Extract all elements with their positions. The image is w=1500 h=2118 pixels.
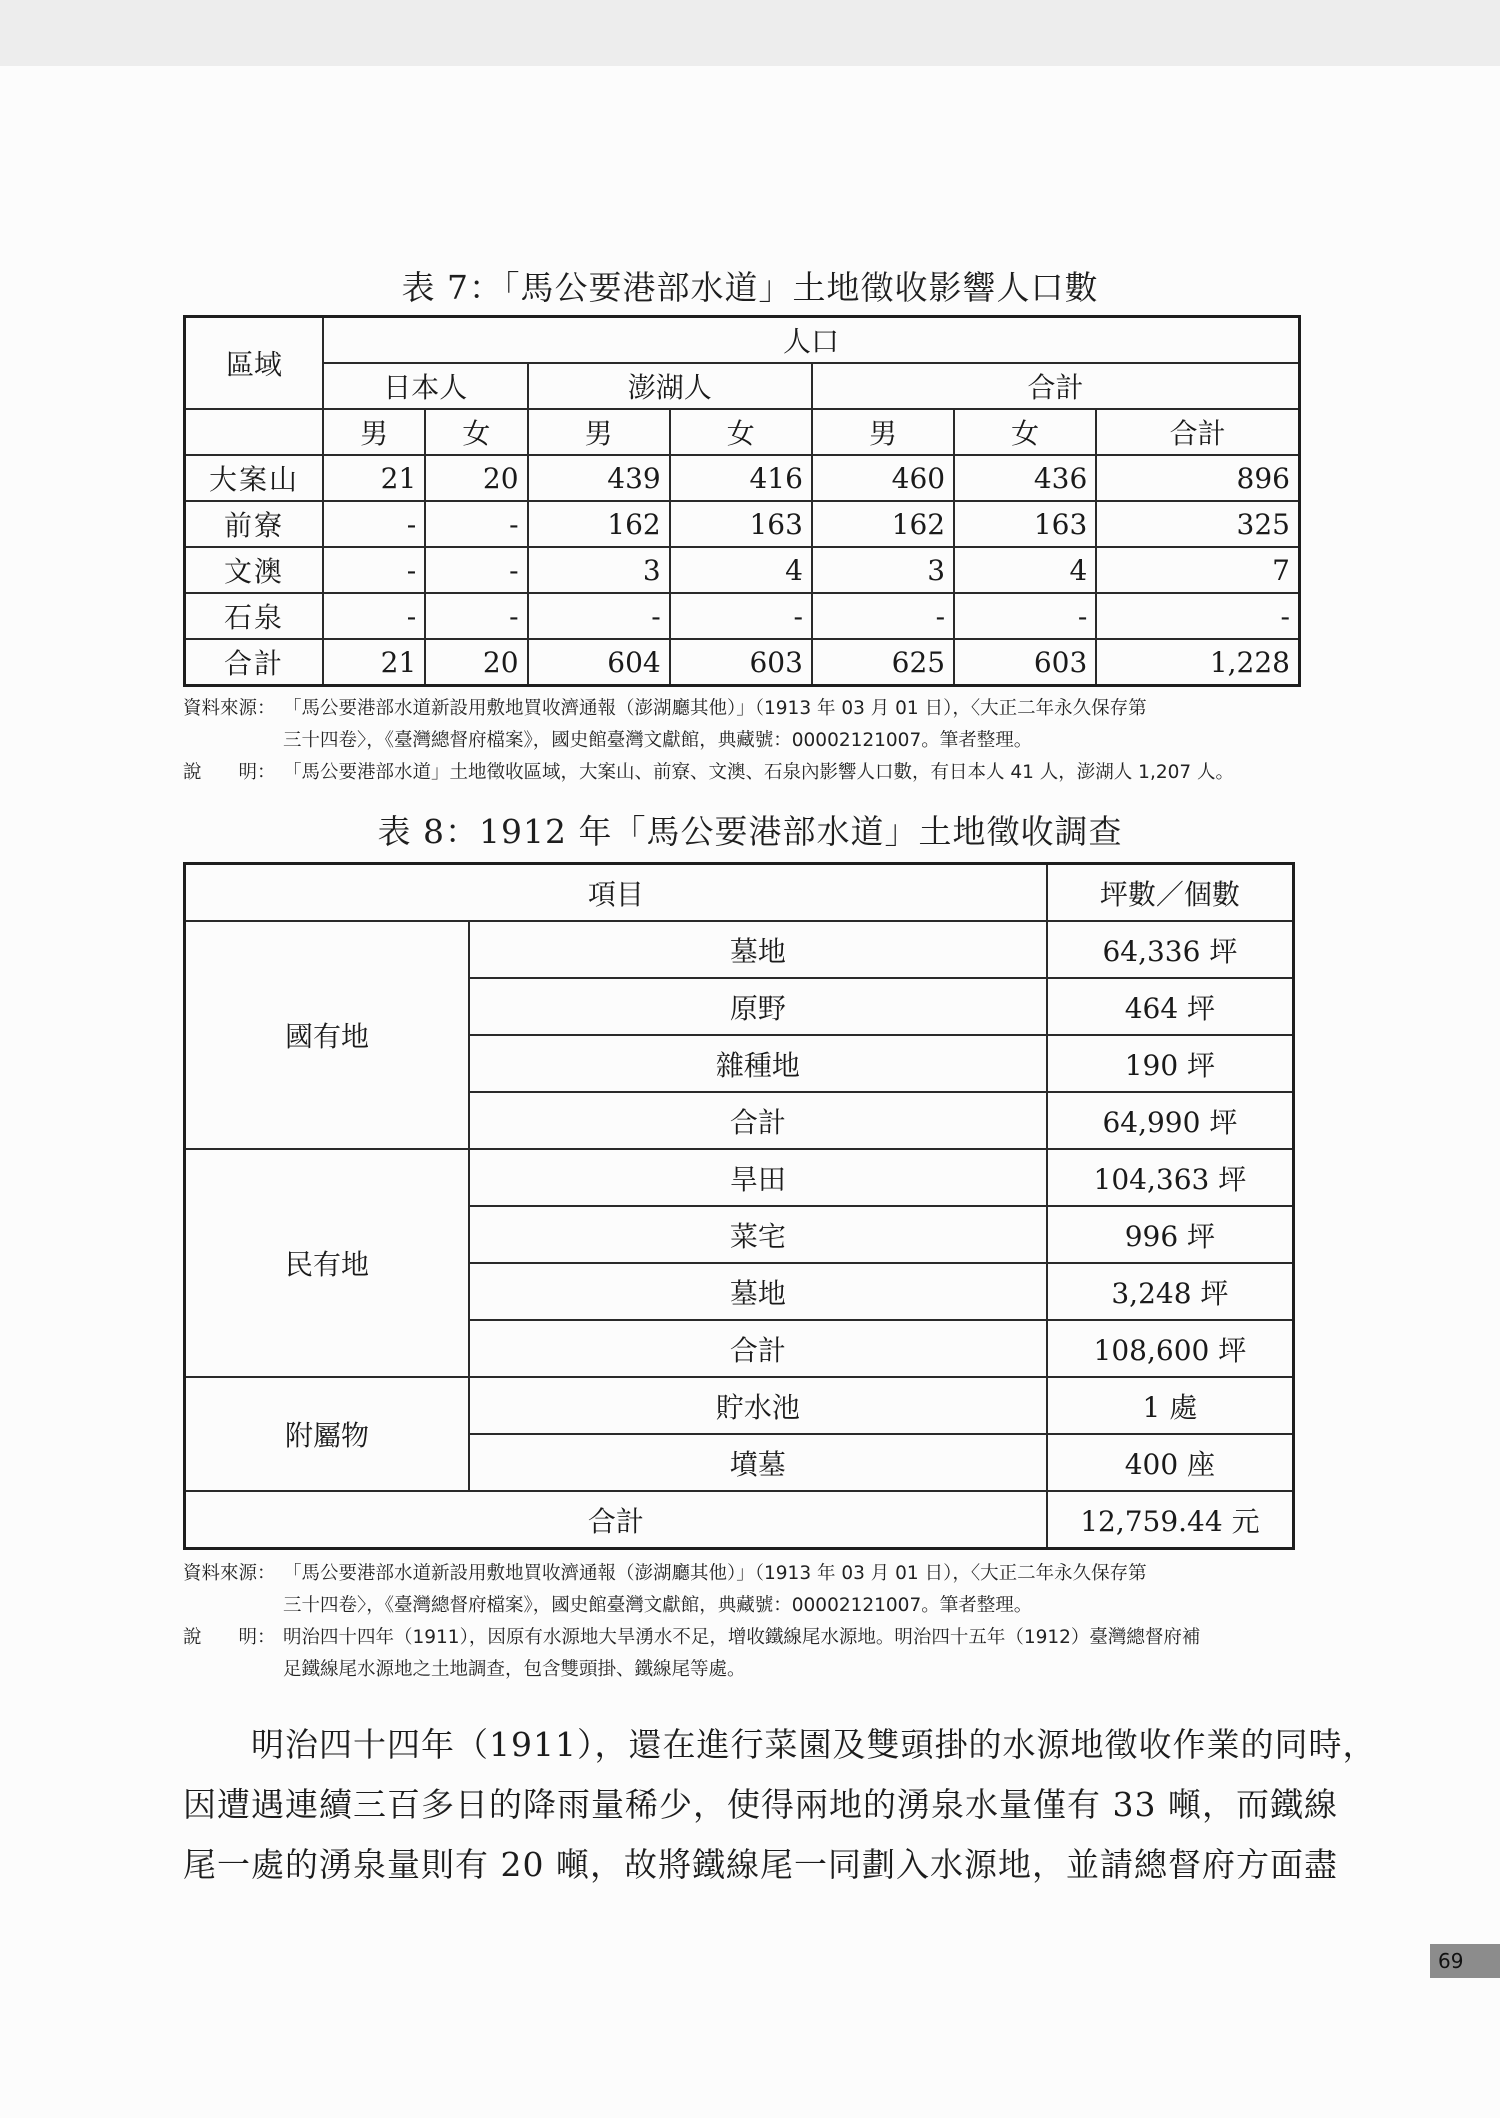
table-row: [185, 593, 1300, 639]
table7-subheader: 男: [528, 409, 670, 455]
table8-item: 原野: [469, 978, 1047, 1035]
table7-source-text: 「馬公要港部水道新設用敷地買收濟通報（澎湖廳其他）」（1913 年 03 月 01 日），〈大正二年永久保存第: [283, 698, 1147, 719]
table7-header-group-japanese: 日本人: [323, 363, 528, 409]
table7-cell: 625: [812, 639, 954, 686]
table7-row-label: 前寮: [185, 501, 324, 547]
table8-item: 貯水池: [469, 1377, 1047, 1434]
table7-header-row-2: [185, 363, 1300, 409]
body-paragraph: [183, 1715, 1377, 1895]
table7-cell: -: [323, 593, 425, 639]
table7-cell: 3: [812, 547, 954, 593]
table7-explain-text: 「馬公要港部水道」土地徵收區域，大案山、前寮、文澳、石泉內影響人口數，有日本人 41 人，澎湖人 1,207 人。: [283, 762, 1235, 783]
table7-header-region: 區域: [185, 317, 324, 410]
table8-value: 64,336 坪: [1047, 921, 1294, 978]
table7-subheader: 男: [812, 409, 954, 455]
table7-cell: -: [425, 501, 527, 547]
table-row: [185, 1377, 1294, 1434]
table7-cell: 603: [954, 639, 1096, 686]
table8-value: 1 處: [1047, 1377, 1294, 1434]
table8-source-label: 資料來源：: [183, 1563, 276, 1584]
table7-source-line: [183, 725, 1303, 757]
page-number: 69: [1430, 1944, 1500, 1978]
table7-cell: 436: [954, 455, 1096, 501]
table8-value: 104,363 坪: [1047, 1149, 1294, 1206]
table7-cell: -: [812, 593, 954, 639]
table7-cell: 163: [954, 501, 1096, 547]
table8-item: 墓地: [469, 921, 1047, 978]
table7-cell: -: [1096, 593, 1299, 639]
table7-cell: 1,228: [1096, 639, 1299, 686]
table8-group-label: 附屬物: [185, 1377, 470, 1491]
table7-cell: -: [323, 547, 425, 593]
table8-explain-line: [183, 1654, 1303, 1686]
table8-value: 3,248 坪: [1047, 1263, 1294, 1320]
table7-header-blank: [185, 409, 324, 455]
table7-subheader: 合計: [1096, 409, 1299, 455]
table8-group-label: 民有地: [185, 1149, 470, 1377]
table8-value: 464 坪: [1047, 978, 1294, 1035]
table8-caption: 表 8：1912 年「馬公要港部水道」土地徵收調查: [377, 812, 1123, 851]
table7-header-population: 人口: [323, 317, 1300, 364]
table7-cell: 162: [528, 501, 670, 547]
table8-source-text: 三十四卷〉，《臺灣總督府檔案》，國史館臺灣文獻館，典藏號：00002121007。筆者整理。: [283, 1595, 1033, 1616]
table7: [183, 315, 1301, 687]
table7-cell: 162: [812, 501, 954, 547]
table8-source-line: [183, 1590, 1303, 1622]
table8-explain-text: 足鐵線尾水源地之土地調查，包含雙頭掛、鐵線尾等處。: [283, 1659, 746, 1680]
table8-item: 墳墓: [469, 1434, 1047, 1491]
table7-subheader: 女: [670, 409, 812, 455]
table7-cell: 20: [425, 455, 527, 501]
table7-cell: 4: [670, 547, 812, 593]
table8-item: 墓地: [469, 1263, 1047, 1320]
table7-cell: -: [425, 593, 527, 639]
table7-cell: 416: [670, 455, 812, 501]
body-line: 因遭遇連續三百多日的降雨量稀少，使得兩地的湧泉水量僅有 33 噸，而鐵線: [183, 1785, 1338, 1824]
table7-cell: -: [425, 547, 527, 593]
body-line: 尾一處的湧泉量則有 20 噸，故將鐵線尾一同劃入水源地，並請總督府方面盡: [183, 1845, 1338, 1884]
table7-cell: 896: [1096, 455, 1299, 501]
table7-cell: -: [323, 501, 425, 547]
table7-cell: -: [528, 593, 670, 639]
table8-group-label: 國有地: [185, 921, 470, 1149]
table8: [183, 862, 1295, 1550]
table8-explain-line: [183, 1622, 1303, 1654]
table7-row-label: 合計: [185, 639, 324, 686]
table8-total-value: 12,759.44 元: [1047, 1491, 1294, 1549]
body-line: 明治四十四年（1911），還在進行菜園及雙頭掛的水源地徵收作業的同時，: [183, 1725, 1377, 1764]
table-row: [185, 501, 1300, 547]
table7-source-label: 資料來源：: [183, 698, 276, 719]
table7-header-row-1: [185, 317, 1300, 364]
table7-cell: 604: [528, 639, 670, 686]
table7-cell: 325: [1096, 501, 1299, 547]
table7-cell: 21: [323, 455, 425, 501]
table7-cell: -: [954, 593, 1096, 639]
table7-cell: -: [670, 593, 812, 639]
table7-caption: 表 7：「馬公要港部水道」土地徵收影響人口數: [401, 268, 1099, 307]
table7-cell: 163: [670, 501, 812, 547]
table7-cell: 21: [323, 639, 425, 686]
table8-source-text: 「馬公要港部水道新設用敷地買收濟通報（澎湖廳其他）」（1913 年 03 月 01 日），〈大正二年永久保存第: [283, 1563, 1147, 1584]
table8-notes: [183, 1558, 1303, 1686]
table7-header-row-3: [185, 409, 1300, 455]
scan-top-band: [0, 0, 1500, 66]
table8-explain-text: 明治四十四年（1911），因原有水源地大旱湧水不足，增收鐵線尾水源地。明治四十五年（1912）臺灣總督府補: [283, 1627, 1201, 1648]
table8-source-line: [183, 1558, 1303, 1590]
table8-value: 64,990 坪: [1047, 1092, 1294, 1149]
table8-value: 996 坪: [1047, 1206, 1294, 1263]
table7-cell: 603: [670, 639, 812, 686]
table7-subheader: 男: [323, 409, 425, 455]
table7-row-label: 石泉: [185, 593, 324, 639]
table8-item: 合計: [469, 1092, 1047, 1149]
table7-cell: 439: [528, 455, 670, 501]
table7-source-line: [183, 693, 1303, 725]
table8-header-item: 項目: [185, 864, 1047, 922]
table-row: [185, 639, 1300, 686]
table7-explain-label: 說 明：: [183, 762, 276, 783]
table7-header-group-total: 合計: [812, 363, 1300, 409]
table7-cell: 4: [954, 547, 1096, 593]
table7-subheader: 女: [954, 409, 1096, 455]
table7-cell: 460: [812, 455, 954, 501]
table8-item: 旱田: [469, 1149, 1047, 1206]
table7-notes: [183, 693, 1303, 789]
table8-explain-label: 說 明：: [183, 1627, 276, 1648]
table-row: [185, 1149, 1294, 1206]
table8-total-row: [185, 1491, 1294, 1549]
table7-cell: 3: [528, 547, 670, 593]
table7-explain-line: [183, 757, 1303, 789]
table7-header-group-penghu: 澎湖人: [528, 363, 812, 409]
table-row: [185, 547, 1300, 593]
table7-cell: 7: [1096, 547, 1299, 593]
table7-row-label: 大案山: [185, 455, 324, 501]
table-row: [185, 455, 1300, 501]
table8-item: 合計: [469, 1320, 1047, 1377]
table7-row-label: 文澳: [185, 547, 324, 593]
table8-value: 108,600 坪: [1047, 1320, 1294, 1377]
table8-value: 400 座: [1047, 1434, 1294, 1491]
table7-subheader: 女: [425, 409, 527, 455]
table8-item: 雜種地: [469, 1035, 1047, 1092]
table8-header-count: 坪數／個數: [1047, 864, 1294, 922]
table8-total-label: 合計: [185, 1491, 1047, 1549]
table7-cell: 20: [425, 639, 527, 686]
table8-item: 菜宅: [469, 1206, 1047, 1263]
table8-header-row: [185, 864, 1294, 922]
table7-source-text: 三十四卷〉，《臺灣總督府檔案》，國史館臺灣文獻館，典藏號：00002121007。筆者整理。: [283, 730, 1033, 751]
table8-value: 190 坪: [1047, 1035, 1294, 1092]
table-row: [185, 921, 1294, 978]
